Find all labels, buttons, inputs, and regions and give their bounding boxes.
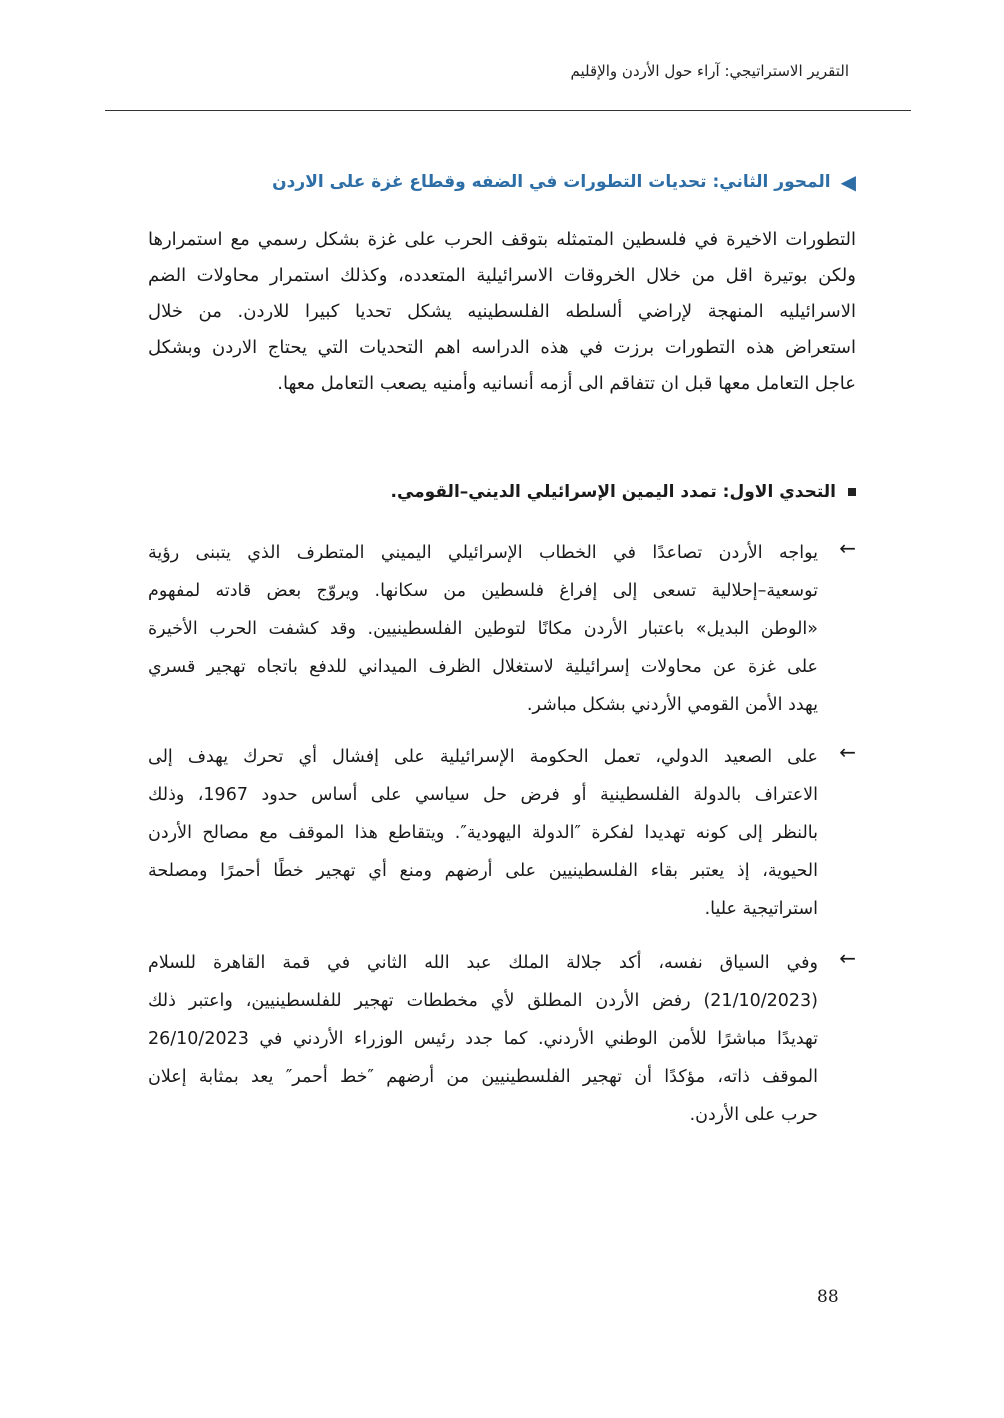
text-line: الاعتراف بالدولة الفلسطينية أو فرض حل سياسي على أساس حدود 1967، وذلك [148, 785, 818, 805]
text-line: الحيوية، إذ يعتبر بقاء الفلسطينيين على أرضهم ومنع أي تهجير خطًا أحمرًا ومصلحة [148, 861, 818, 881]
running-head: التقرير الاستراتيجي: آراء حول الأردن والإقليم [570, 62, 849, 80]
text-line: عاجل التعامل معها قبل ان تتفاقم الى أزمه أنسانيه وأمنيه يصعب التعامل معها. [277, 373, 856, 394]
sub-heading-text: التحدي الاول: تمدد اليمين الإسرائيلي الديني–القومي. [390, 482, 836, 502]
section-heading [272, 170, 856, 194]
text-line: استراتيجية عليا. [704, 899, 818, 919]
text-line: حرب على الأردن. [689, 1105, 818, 1125]
arrow-left-icon: ← [839, 946, 856, 970]
square-bullet-icon [848, 488, 856, 496]
text-line: وفي السياق نفسه، أكد جلالة الملك عبد الله الثاني في قمة القاهرة للسلام [148, 953, 818, 973]
text-line: استعراض هذه التطورات برزت في هذه الدراسه اهم التحديات التي يحتاج الاردن وبشكل [148, 337, 856, 358]
text-line: ولكن بوتيرة اقل من خلال الخروقات الاسرائيلية المتعدده، وكذلك استمرار محاولات الضم [148, 265, 856, 286]
text-line: الموقف ذاته، مؤكدًا أن تهجير الفلسطينيين من أرضهم ″خط أحمر″ يعد بمثابة إعلان [148, 1067, 818, 1087]
text-line: «الوطن البديل» باعتبار الأردن مكانًا لتوطين الفلسطينيين. وقد كشفت الحرب الأخيرة [148, 619, 818, 639]
section-heading-text: المحور الثاني: تحديات التطورات في الضفه وقطاع غزة على الاردن [272, 172, 831, 192]
text-line: التطورات الاخيرة في فلسطين المتمثله بتوقف الحرب على غزة بشكل رسمي مع استمرارها [148, 229, 856, 250]
text-line: توسعية–إحلالية تسعى إلى إفراغ فلسطين من سكانها. ويروّج بعض قادته لمفهوم [148, 581, 818, 601]
text-line: يهدد الأمن القومي الأردني بشكل مباشر. [526, 695, 818, 715]
arrow-left-icon: ← [839, 536, 856, 560]
text-line: تهديدًا مباشرًا للأمن الوطني الأردني. كما جدد رئيس الوزراء الأردني في 26/10/2023 [148, 1029, 818, 1049]
text-line: الاسرائيليه المنهجة لإراضي ألسلطه الفلسطينيه يشكل تحديا كبيرا للاردن. من خلال [148, 301, 856, 322]
text-line: على الصعيد الدولي، تعمل الحكومة الإسرائيلية على إفشال أي تحرك يهدف إلى [148, 747, 818, 767]
arrow-left-icon: ← [839, 740, 856, 764]
triangle-marker-icon: ◀ [840, 170, 856, 194]
header-divider [105, 110, 911, 111]
text-line: بالنظر إلى كونه تهديدا لفكرة ″الدولة اليهودية″. ويتقاطع هذا الموقف مع مصالح الأردن [148, 823, 818, 843]
page-number: 88 [817, 1287, 839, 1307]
text-line: (21/10/2023) رفض الأردن المطلق لأي مخططات تهجير للفلسطينيين، واعتبر ذلك [148, 991, 818, 1011]
intro-paragraph [148, 222, 856, 402]
sub-heading [390, 482, 856, 502]
text-line: يواجه الأردن تصاعدًا في الخطاب الإسرائيلي اليميني المتطرف الذي يتبنى رؤية [148, 543, 818, 563]
text-line: على غزة عن محاولات إسرائيلية لاستغلال الظرف الميداني للدفع باتجاه تهجير قسري [148, 657, 818, 677]
